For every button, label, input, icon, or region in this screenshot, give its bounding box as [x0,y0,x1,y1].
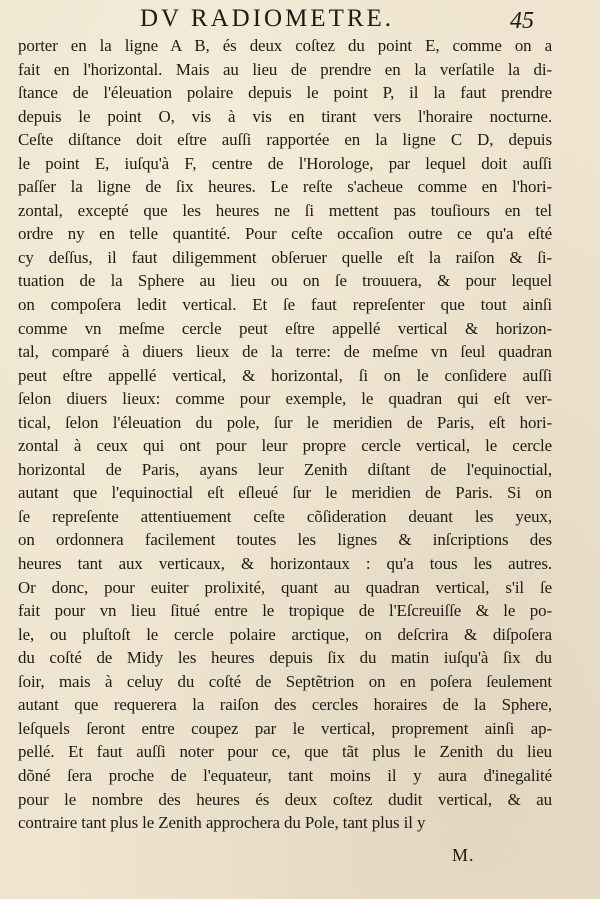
text-line: pour le nombre des heures és deux coſtez dudit vertical, & au [18,789,552,809]
text-line: tal, comparé à diuers lieux de la terre: de meſme vn ſeul quadran [18,342,552,362]
text-line: ſtance de l'éleuation polaire depuis le point P, il la faut prendre [18,83,552,103]
text-line: le point E, iuſqu'à F, centre de l'Horologe, par lequel doit auſſi [18,153,552,173]
text-line: leſquels ſeront entre coupez par le vertical, proprement ainſi ap- [18,718,552,738]
text-line: ſoir, mais à celuy du coſté de Septẽtrion on en poſera ſeulement [18,671,552,691]
text-line: tuation de la Sphere au lieu ou on ſe trouuera, & pour lequel [18,271,552,291]
text-line: horizontal de Paris, ayans leur Zenith diſtant de l'equinoctial, [18,459,552,479]
text-line: peut eſtre appellé vertical, & horizontal, ſi on le conſidere auſſi [18,365,552,385]
body-text [18,34,552,835]
text-line: le, ou pluſtoſt le cercle polaire arctique, on deſcrira & diſpoſera [18,624,552,644]
catchword: M. [452,845,475,865]
text-line: ſelon diuers lieux: comme pour exemple, le quadran qui eſt ver- [18,389,552,409]
text-line: contraire tant plus le Zenith approchera du Pole, tant plus il y [18,813,426,833]
text-line: tical, ſelon l'éleuation du pole, ſur le meridien de Paris, eſt hori- [18,412,552,432]
text-line: Ceſte diſtance doit eſtre auſſi rapportée en la ligne C D, depuis [18,130,552,150]
text-line: pellé. Et faut auſſi noter pour ce, que tãt plus le Zenith du lieu [18,742,552,762]
text-line: ordre ny en telle quantité. Pour ceſte occaſion outre ce qu'a eſté [18,224,552,244]
text-line: ſe repreſente attentiuement ceſte cõſideration deuant les yeux, [18,506,552,526]
text-line: du coſté de Midy les heures depuis ſix du matin iuſqu'à ſix du [18,648,552,668]
running-head [0,2,600,36]
text-line: heures tant aux verticaux, & horizontaux : qu'a tous les autres. [18,554,552,574]
text-line: porter en la ligne A B, és deux coſtez du point E, comme on a [18,36,552,55]
text-line: zontal à ceux qui ont pour leur propre cercle vertical, le cercle [18,436,552,456]
text-line: paſſer la ligne de ſix heures. Le reſte s'acheue comme en l'hori- [18,177,552,197]
page-number: 45 [510,8,534,34]
running-title: DV RADIOMETRE. [140,5,395,32]
text-line: fait pour vn lieu ſitué entre le tropique de l'Eſcreuiſſe & le po- [18,601,552,621]
text-line: zontal, excepté que les heures ne ſi mettent pas touſiours en tel [18,200,552,220]
text-line: cy deſſus, il faut diligemment obſeruer quelle eſt la raiſon & ſi- [18,247,552,267]
text-line: Or donc, pour euiter prolixité, quant au quadran vertical, s'il ſe [18,577,552,597]
text-line: on ordonnera facilement toutes les lignes & inſcriptions des [18,530,552,550]
text-line: autant que l'equinoctial eſt eſleué ſur le meridien de Paris. Si on [18,483,552,503]
text-line: on compoſera ledit vertical. Et ſe faut repreſenter que tout ainſi [18,295,552,315]
text-line: fait en l'horizontal. Mais au lieu de prendre en la verſatile la di- [18,59,552,79]
text-line: depuis le point O, vis à vis en tirant vers l'horaire nocturne. [18,106,552,126]
text-line: dõné ſera proche de l'equateur, tant moins il y aura d'inegalité [18,765,552,785]
text-line: comme vn meſme cercle peut eſtre appellé vertical & horizon- [18,318,552,338]
text-line: autant que requerera la raiſon des cercles horaires de la Sphere, [18,695,552,715]
